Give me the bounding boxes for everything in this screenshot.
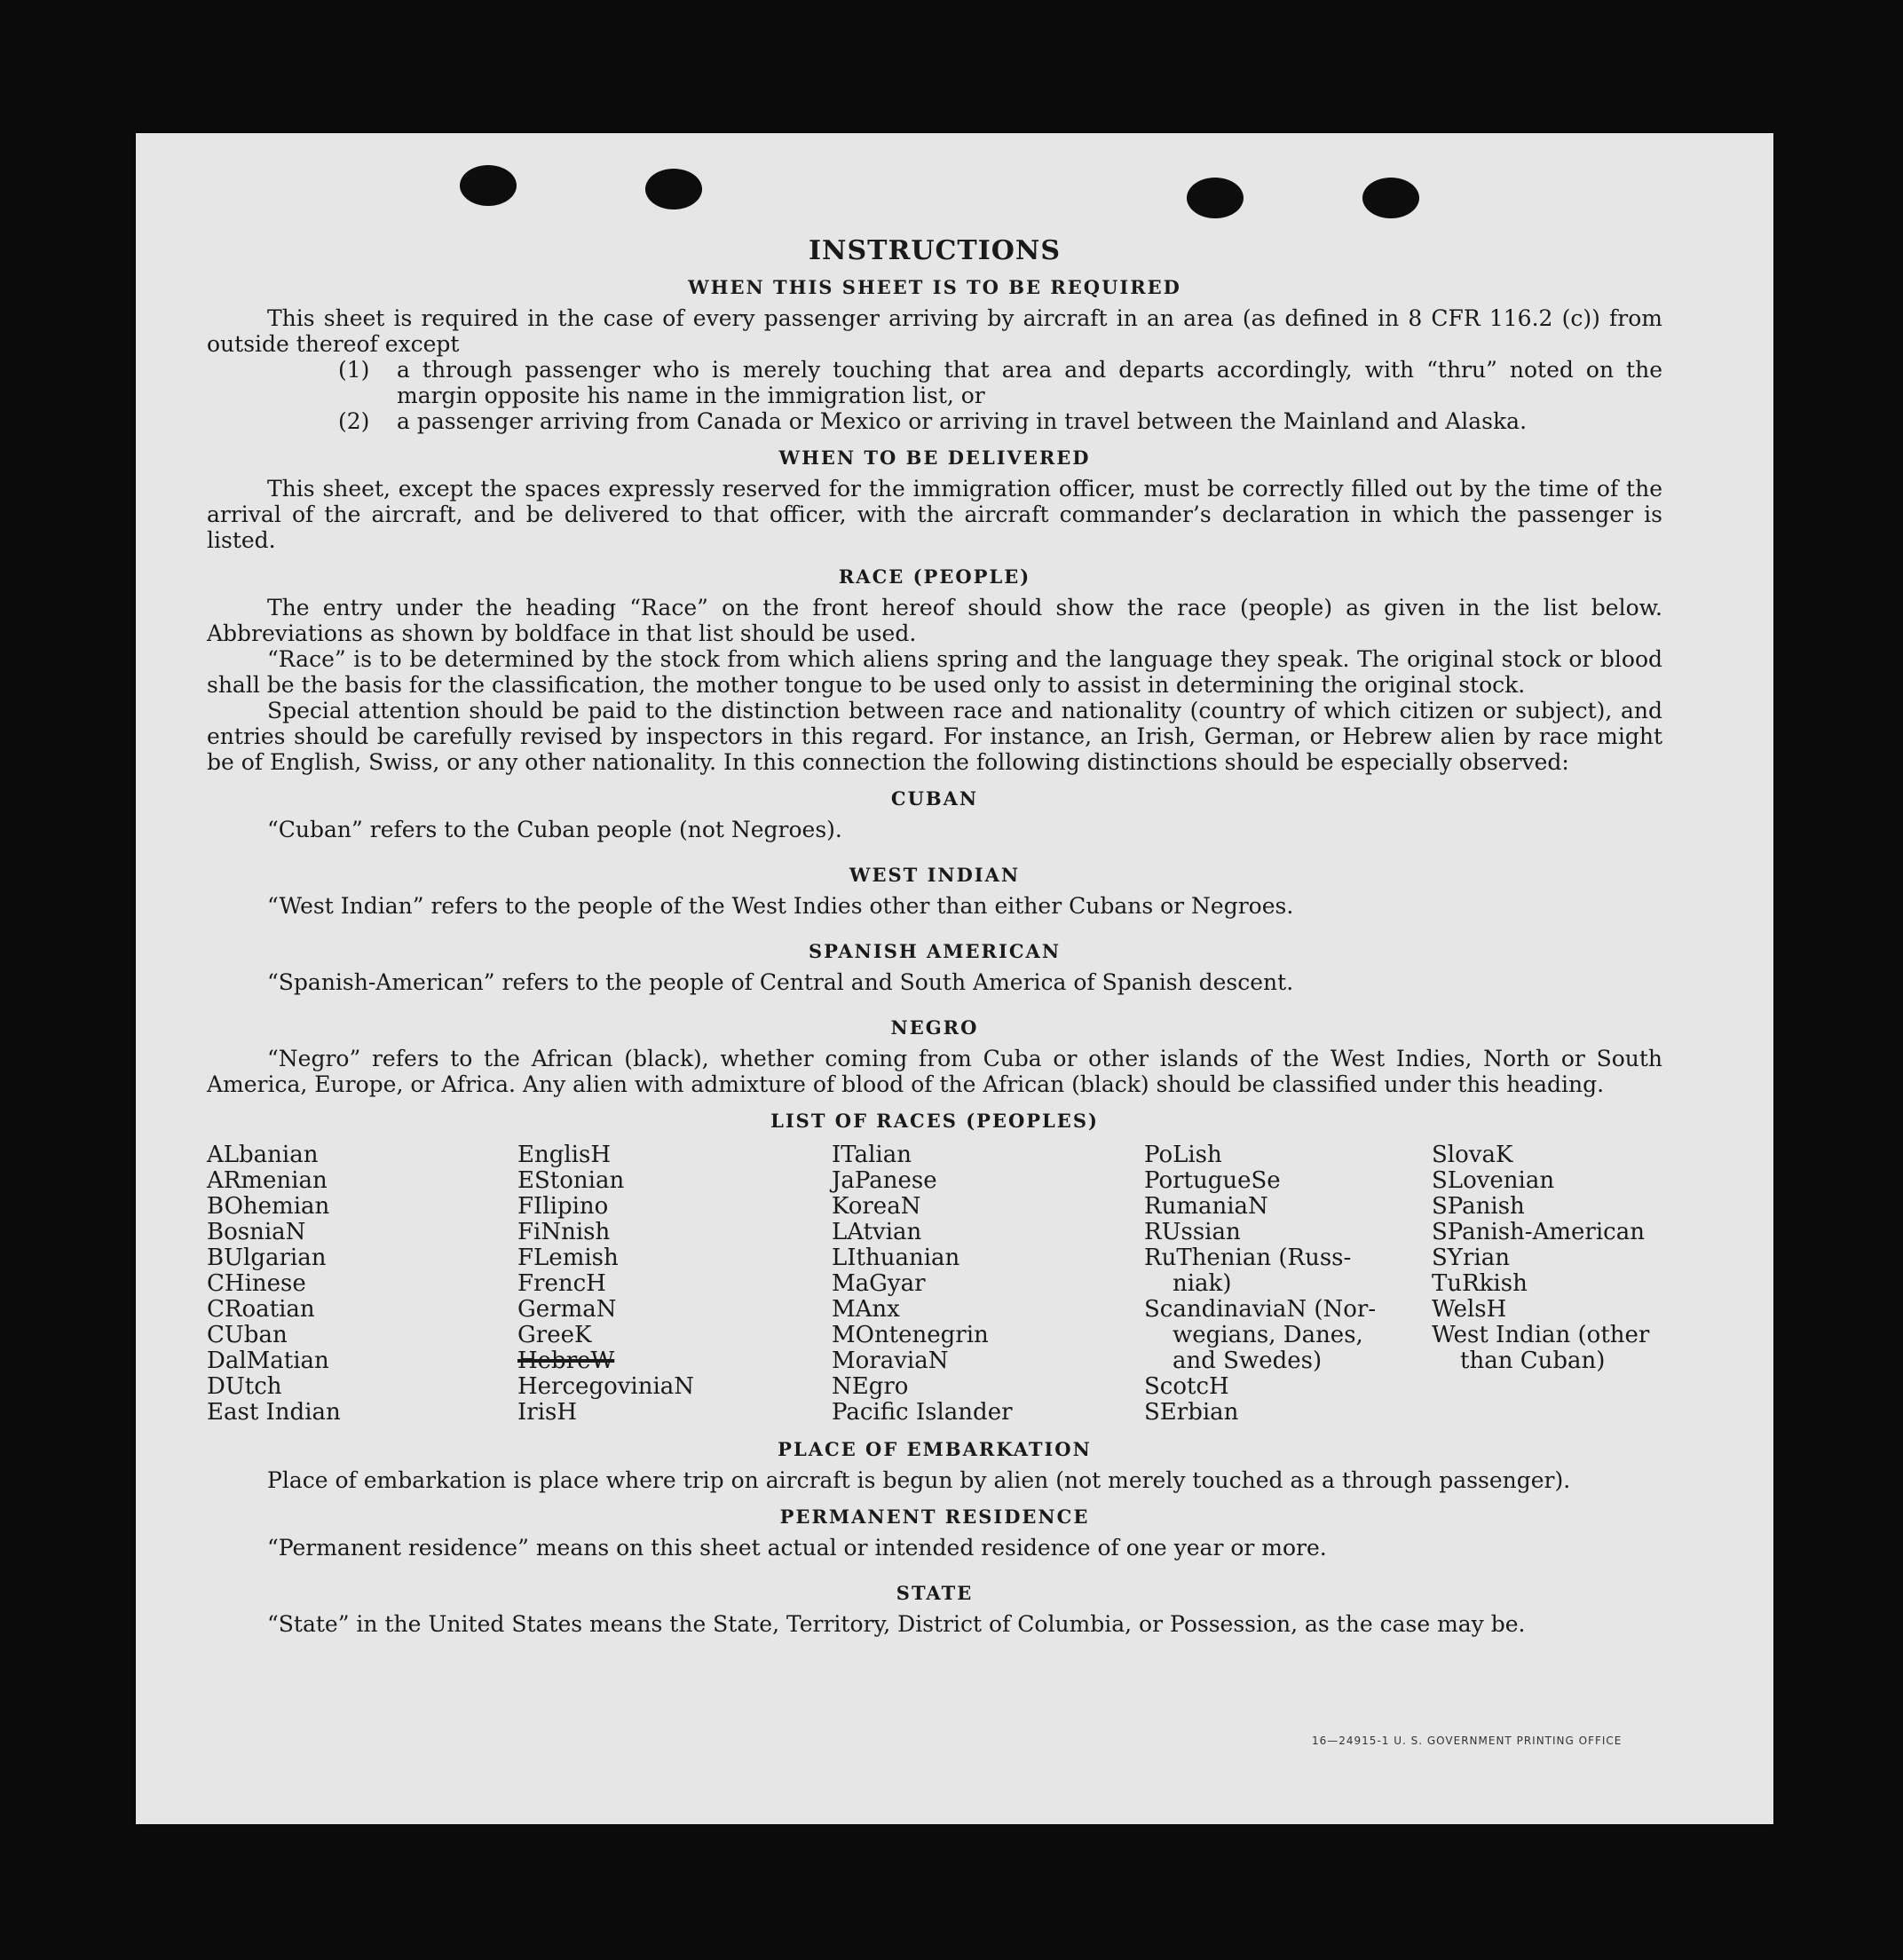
race-entry: West Indian (other xyxy=(1432,1322,1650,1348)
heading-permanent-residence: PERMANENT RESIDENCE xyxy=(779,1506,1090,1528)
race-entry: TuRkish xyxy=(1432,1270,1528,1297)
when-delivered-text: This sheet, except the spaces expressly reserved for the immigration officer, must be correctly filled out by the time of the arrival of the aircraft, and be delivered to that officer, with the aircraft commander’s declaration in which the passenger is listed. xyxy=(207,476,1662,553)
race-entry-continued: than Cuban) xyxy=(1460,1348,1606,1374)
race-entry: CUban xyxy=(207,1322,288,1348)
race-entry: RuThenian (Russ- xyxy=(1144,1245,1352,1271)
race-entry: EnglisH xyxy=(517,1142,612,1168)
race-column xyxy=(207,1142,517,1426)
form-sheet xyxy=(136,133,1773,1824)
race-entry: BOhemian xyxy=(207,1193,330,1220)
race-entry: FrencH xyxy=(517,1270,606,1297)
race-entry-struck: HebreW xyxy=(517,1348,615,1374)
race-entry: SLovenian xyxy=(1432,1167,1555,1194)
spanish-american-text: “Spanish-American” refers to the people of Central and South America of Spanish descent. xyxy=(267,969,1294,995)
race-entry: CRoatian xyxy=(207,1296,315,1323)
race-entry: LIthuanian xyxy=(832,1245,960,1271)
race-entry: ARmenian xyxy=(207,1167,328,1194)
embarkation-text: Place of embarkation is place where trip on aircraft is begun by alien (not merely touched as a through passenger). xyxy=(267,1467,1571,1493)
exception-item xyxy=(207,357,1662,408)
exception-text: a through passenger who is merely touching that area and departs accordingly, with “thru” noted on the margin opposite his name in the immigration list, or xyxy=(397,357,1662,408)
race-column xyxy=(1144,1142,1432,1426)
race-entry: SPanish-American xyxy=(1432,1219,1645,1245)
instructions-body xyxy=(207,235,1662,1637)
race-entry: HercegoviniaN xyxy=(517,1373,695,1400)
race-entry: SlovaK xyxy=(1432,1142,1513,1168)
race-entry-continued: niak) xyxy=(1173,1270,1232,1297)
race-entry-continued: and Swedes) xyxy=(1173,1348,1323,1374)
race-entry-continued: wegians, Danes, xyxy=(1173,1322,1363,1348)
race-entry: FLemish xyxy=(517,1245,619,1271)
race-entry: EStonian xyxy=(517,1167,625,1194)
race-entry: SErbian xyxy=(1144,1399,1239,1426)
race-entry: PoLish xyxy=(1144,1142,1222,1168)
exception-number: (1) xyxy=(338,357,370,383)
when-required-intro: This sheet is required in the case of every passenger arriving by aircraft in an area (as defined in 8 CFR 116.2 (c)) from outside thereof except xyxy=(207,305,1662,357)
race-column xyxy=(517,1142,832,1426)
race-entry: SPanish xyxy=(1432,1193,1525,1220)
punch-hole xyxy=(1362,178,1419,218)
race-entry: ALbanian xyxy=(207,1142,319,1168)
exception-number: (2) xyxy=(338,408,370,434)
race-entry: NEgro xyxy=(832,1373,909,1400)
race-entry: Pacific Islander xyxy=(832,1399,1013,1426)
heading-state: STATE xyxy=(896,1582,974,1604)
heading-when-delivered: WHEN TO BE DELIVERED xyxy=(778,447,1091,469)
race-entry: MoraviaN xyxy=(832,1348,949,1374)
race-entry: RumaniaN xyxy=(1144,1193,1268,1220)
exception-item xyxy=(207,408,1662,434)
race-entry: IrisH xyxy=(517,1399,578,1426)
race-column xyxy=(1432,1142,1662,1426)
race-entry: East Indian xyxy=(207,1399,341,1426)
race-entry: MAnx xyxy=(832,1296,900,1323)
west-indian-text: “West Indian” refers to the people of the West Indies other than either Cubans or Negroes. xyxy=(267,893,1294,919)
race-paragraph-3: Special attention should be paid to the distinction between race and nationality (country of which citizen or subject), and entries should be carefully revised by inspectors in this regard. For instance, an Irish, German, or Hebrew alien by race might be of English, Swiss, or any other nationality. In this connection the following distinctions should be especially observed: xyxy=(207,698,1662,775)
race-entry: FiNnish xyxy=(517,1219,611,1245)
heading-race: RACE (PEOPLE) xyxy=(838,565,1031,588)
race-entry: RUssian xyxy=(1144,1219,1241,1245)
residence-text: “Permanent residence” means on this sheet actual or intended residence of one year or more. xyxy=(267,1535,1327,1561)
exception-list xyxy=(207,357,1662,434)
race-entry: BosniaN xyxy=(207,1219,306,1245)
race-entry: GermaN xyxy=(517,1296,617,1323)
heading-embarkation: PLACE OF EMBARKATION xyxy=(778,1438,1092,1460)
race-entry: JaPanese xyxy=(832,1167,937,1194)
punch-hole xyxy=(1187,178,1244,218)
race-entry: ScotcH xyxy=(1144,1373,1229,1400)
race-entry: DalMatian xyxy=(207,1348,329,1374)
heading-list-of-races: LIST OF RACES (PEOPLES) xyxy=(770,1110,1099,1132)
race-entry: KoreaN xyxy=(832,1193,921,1220)
page-title: INSTRUCTIONS xyxy=(809,235,1061,266)
race-entry: CHinese xyxy=(207,1270,306,1297)
race-entry: ITalian xyxy=(832,1142,912,1168)
race-entry: FIlipino xyxy=(517,1193,609,1220)
race-entry: PortugueSe xyxy=(1144,1167,1281,1194)
race-column xyxy=(832,1142,1144,1426)
race-entry: MOntenegrin xyxy=(832,1322,989,1348)
printing-office-code: 16—24915-1 U. S. GOVERNMENT PRINTING OFFICE xyxy=(1312,1735,1623,1747)
race-paragraph-2: “Race” is to be determined by the stock from which aliens spring and the language they speak. The original stock or blood shall be the basis for the classification, the mother tongue to be used only to assist in determining the original stock. xyxy=(207,646,1662,698)
race-paragraph-1: The entry under the heading “Race” on the front hereof should show the race (people) as given in the list below. Abbreviations as shown by boldface in that list should be used. xyxy=(207,595,1662,646)
state-text: “State” in the United States means the State, Territory, District of Columbia, or Possession, as the case may be. xyxy=(267,1611,1526,1637)
race-entry: DUtch xyxy=(207,1373,282,1400)
race-entry: GreeK xyxy=(517,1322,592,1348)
cuban-text: “Cuban” refers to the Cuban people (not Negroes). xyxy=(267,817,842,842)
heading-cuban: CUBAN xyxy=(890,787,979,810)
negro-text: “Negro” refers to the African (black), whether coming from Cuba or other islands of the West Indies, North or South America, Europe, or Africa. Any alien with admixture of blood of the African (black) should be classified under this heading. xyxy=(207,1046,1662,1097)
race-entry: SYrian xyxy=(1432,1245,1510,1271)
exception-text: a passenger arriving from Canada or Mexico or arriving in travel between the Mainland and Alaska. xyxy=(397,408,1528,434)
race-entry: WelsH xyxy=(1432,1296,1507,1323)
race-entry: ScandinaviaN (Nor- xyxy=(1144,1296,1377,1323)
heading-negro: NEGRO xyxy=(890,1016,979,1039)
race-entry: BUlgarian xyxy=(207,1245,327,1271)
race-entry: LAtvian xyxy=(832,1219,922,1245)
punch-hole xyxy=(460,165,517,206)
heading-when-required: WHEN THIS SHEET IS TO BE REQUIRED xyxy=(688,276,1181,298)
race-list xyxy=(207,1142,1662,1426)
race-entry: MaGyar xyxy=(832,1270,926,1297)
heading-spanish-american: SPANISH AMERICAN xyxy=(808,940,1062,962)
heading-west-indian: WEST INDIAN xyxy=(849,864,1021,886)
punch-hole xyxy=(645,169,702,209)
